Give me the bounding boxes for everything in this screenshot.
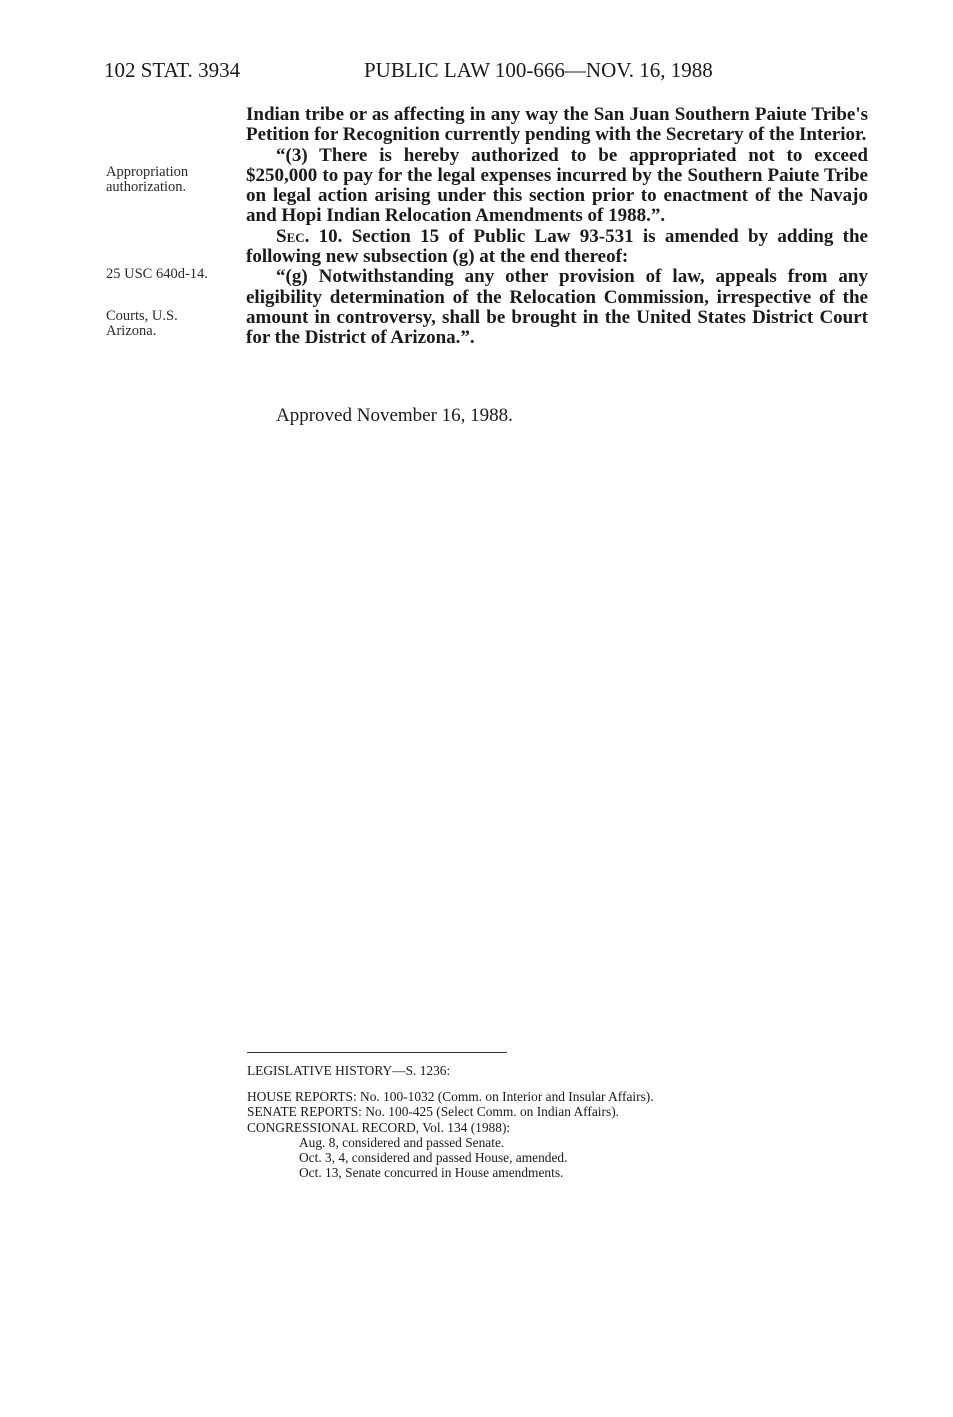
section-10-text: Section 15 of Public Law 93-531 is amended by adding the following new subsection (g) at the end thereof: [246, 225, 868, 268]
margin-note-appropriation: Appropriation authorization. [106, 164, 189, 195]
record-entry: Oct. 3, 4, considered and passed House, amended. [299, 1150, 568, 1166]
legislative-history-title: LEGISLATIVE HISTORY—S. 1236: [247, 1063, 451, 1078]
paragraph-tribe-petition: Indian tribe or as affecting in any way the San Juan Southern Paiute Tribe's Petition for Recognition currently pending with the Secretary of the Interior. [246, 104, 868, 146]
record-entry: Oct. 13, Senate concurred in House amendments. [299, 1165, 564, 1181]
paragraph-section-10 [246, 227, 868, 268]
section-label: Sec. 10. [276, 225, 343, 247]
public-law-title: PUBLIC LAW 100-666—NOV. 16, 1988 [364, 58, 713, 82]
margin-note-usc: 25 USC 640d-14. [106, 266, 208, 282]
body-text [246, 105, 868, 349]
house-reports: HOUSE REPORTS: No. 100-1032 (Comm. on Interior and Insular Affairs). [247, 1089, 654, 1105]
congressional-record: CONGRESSIONAL RECORD, Vol. 134 (1988): [247, 1119, 511, 1135]
approval-date: Approved November 16, 1988. [276, 405, 513, 426]
legislative-history [247, 1063, 847, 1180]
senate-reports: SENATE REPORTS: No. 100-425 (Select Comm. on Indian Affairs). [247, 1104, 619, 1120]
margin-note-courts: Courts, U.S. Arizona. [106, 308, 178, 339]
paragraph-subsection-g: “(g) Notwithstanding any other provision of law, appeals from any eligibility determination of the Relocation Commission, irrespective of the amount in controversy, shall be brought in the United States District Court for the District of Arizona.”. [246, 266, 868, 349]
page-header [104, 58, 864, 88]
footnote-divider [247, 1052, 507, 1053]
record-entry: Aug. 8, considered and passed Senate. [299, 1134, 505, 1150]
paragraph-appropriation: “(3) There is hereby authorized to be appropriated not to exceed $250,000 to pay for the legal expenses incurred by the Southern Paiute Tribe on legal action arising under this section prior to enactment of the Navajo and Hopi Indian Relocation Amendments of 1988.”. [246, 144, 868, 227]
stat-page-number: 102 STAT. 3934 [104, 58, 241, 82]
